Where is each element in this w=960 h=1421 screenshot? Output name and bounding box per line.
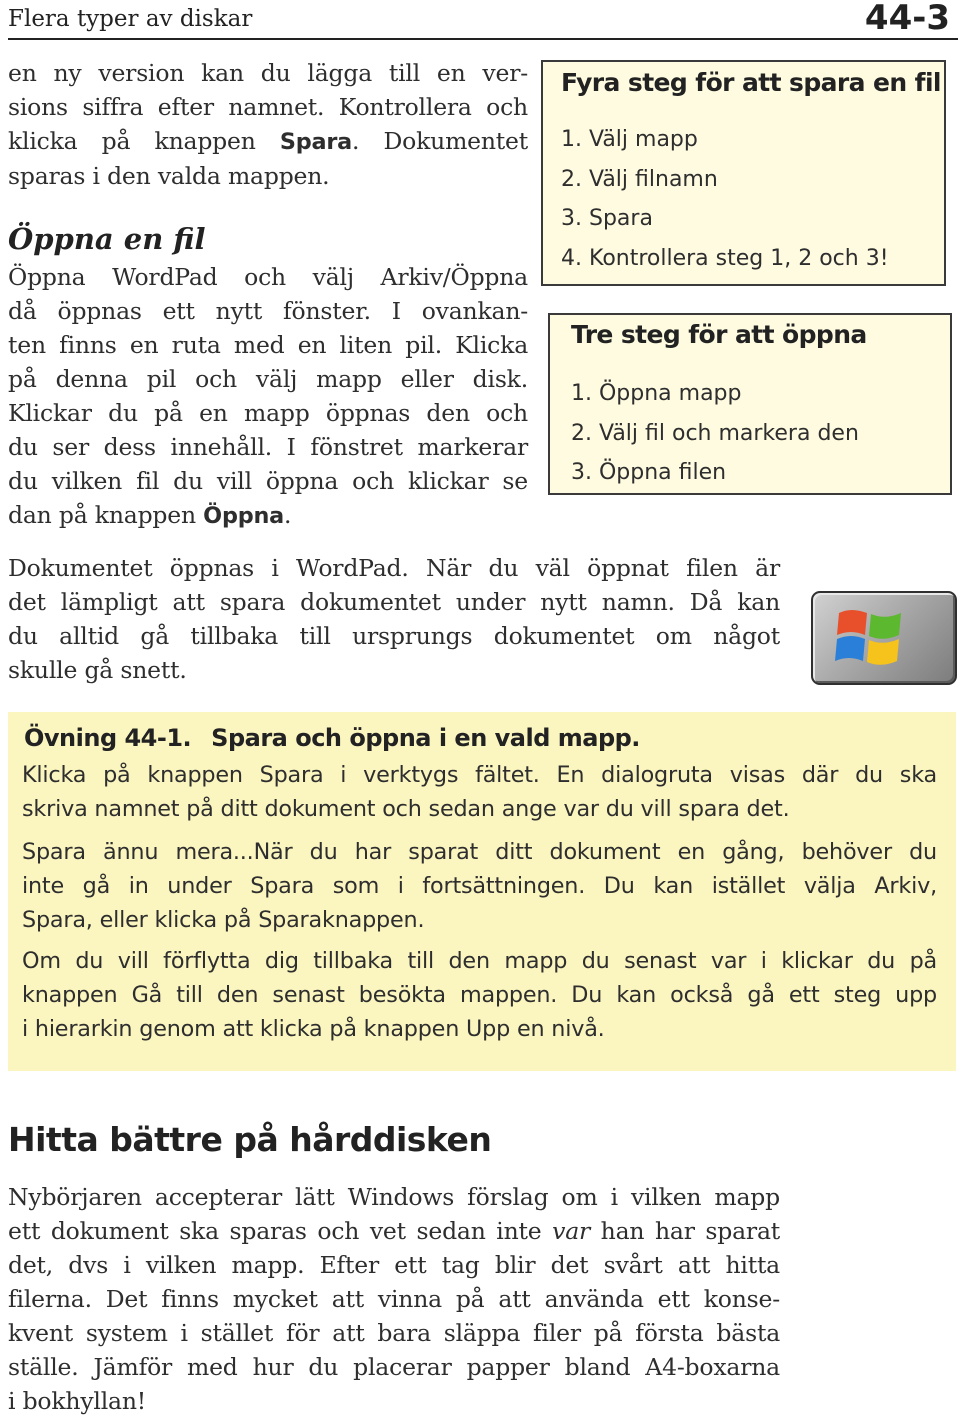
text-line: då öppnas ett nytt fönster. I ovankan-	[8, 297, 528, 325]
text-line: Om du vill förflytta dig tillbaka till den mapp du senast var i klickar du på	[22, 948, 937, 974]
text-line: Nybörjaren accepterar lätt Windows förslag om i vilken mapp	[8, 1183, 780, 1211]
save-steps-title: Fyra steg för att spara en fil	[561, 68, 941, 97]
text-line: ett dokument ska sparas och vet sedan inte var han har sparat	[8, 1217, 780, 1245]
text-line: Klicka på knappen Spara i verktygs fältet. En dialogruta visas där du ska	[22, 762, 937, 788]
text-line: i hierarkin genom att klicka på knappen Upp en nivå.	[22, 1016, 605, 1042]
text-line: 2. Välj filnamn	[561, 166, 718, 192]
harddisk-paragraph	[8, 1180, 780, 1418]
text-line: skriva namnet på ditt dokument och sedan ange var du vill spara det.	[22, 796, 790, 822]
text-line: du ser dess innehåll. I fönstret markerar	[8, 433, 528, 461]
exercise-label: Övning 44-1.	[24, 724, 192, 752]
save-steps-box	[541, 60, 946, 286]
text-line: ten finns en ruta med en liten pil. Klicka	[8, 331, 528, 359]
windows-start-button[interactable]	[811, 591, 957, 685]
page-number: 44-3	[864, 0, 950, 38]
text-line: 4. Kontrollera steg 1, 2 och 3!	[561, 245, 889, 271]
text-line: skulle gå snett.	[8, 656, 187, 684]
open-steps-title: Tre steg för att öppna	[571, 320, 867, 349]
windows-logo-icon	[835, 605, 905, 671]
header-divider	[8, 38, 958, 40]
text-line: inte gå in under Spara som i fortsättningen. Du kan istället välja Arkiv,	[22, 873, 937, 899]
text-line: du alltid gå tillbaka till ursprungs dokumentet om något	[8, 622, 780, 650]
text-line: 1. Välj mapp	[561, 127, 698, 152]
harddisk-heading: Hitta bättre på hårddisken	[8, 1120, 492, 1159]
text-line: 2. Välj fil och markera den	[571, 420, 859, 446]
text-line: en ny version kan du lägga till en ver-	[8, 59, 528, 87]
text-line: dan på knappen Öppna.	[8, 501, 292, 529]
text-line: Spara, eller klicka på Sparaknappen.	[22, 907, 425, 933]
save-steps-list	[561, 120, 889, 278]
text-line: 3. Öppna filen	[571, 460, 727, 485]
open-steps-box	[548, 313, 952, 495]
open-file-paragraph	[8, 260, 528, 533]
text-line: knappen Gå till den senast besökta mappen. Du kan också gå ett steg upp	[22, 982, 937, 1008]
text-line: på denna pil och välj mapp eller disk.	[8, 365, 528, 393]
exercise-paragraph-1	[22, 758, 937, 826]
text-line: kvent system i stället för att bara släppa filer på första bästa	[8, 1319, 780, 1347]
text-line: det, dvs i vilken mapp. Efter ett tag blir det svårt att hitta	[8, 1251, 780, 1279]
text-line: sparas i den valda mappen.	[8, 162, 330, 190]
text-line: sions siffra efter namnet. Kontrollera och	[8, 93, 528, 121]
intro-paragraph	[8, 56, 528, 193]
text-line: Dokumentet öppnas i WordPad. När du väl öppnat filen är	[8, 554, 780, 582]
text-line: 1. Öppna mapp	[571, 381, 742, 406]
text-line: Spara ännu mera...När du har sparat ditt dokument en gång, behöver du	[22, 839, 937, 865]
chapter-title: Flera typer av diskar	[8, 6, 253, 32]
exercise-paragraph-2	[22, 835, 937, 937]
open-steps-list	[571, 374, 859, 493]
exercise-paragraph-3	[22, 944, 937, 1046]
text-line: Öppna WordPad och välj Arkiv/Öppna	[8, 263, 528, 291]
text-line: ställe. Jämför med hur du placerar papper bland A4-boxarna	[8, 1353, 780, 1381]
exercise-heading: Spara och öppna i en vald mapp.	[211, 724, 640, 752]
open-file-heading: Öppna en fil	[8, 222, 206, 256]
text-line: du vilken fil du vill öppna och klickar se	[8, 467, 528, 495]
text-line: 3. Spara	[561, 206, 653, 231]
text-line: klicka på knappen Spara. Dokumentet	[8, 127, 529, 155]
text-line: Klickar du på en mapp öppnas den och	[8, 399, 528, 427]
text-line: filerna. Det finns mycket att vinna på att använda ett konse-	[8, 1285, 780, 1313]
wordpad-paragraph	[8, 551, 780, 687]
text-line: det lämpligt att spara dokumentet under nytt namn. Då kan	[8, 588, 780, 616]
text-line: i bokhyllan!	[8, 1387, 147, 1415]
exercise-title	[24, 724, 640, 752]
